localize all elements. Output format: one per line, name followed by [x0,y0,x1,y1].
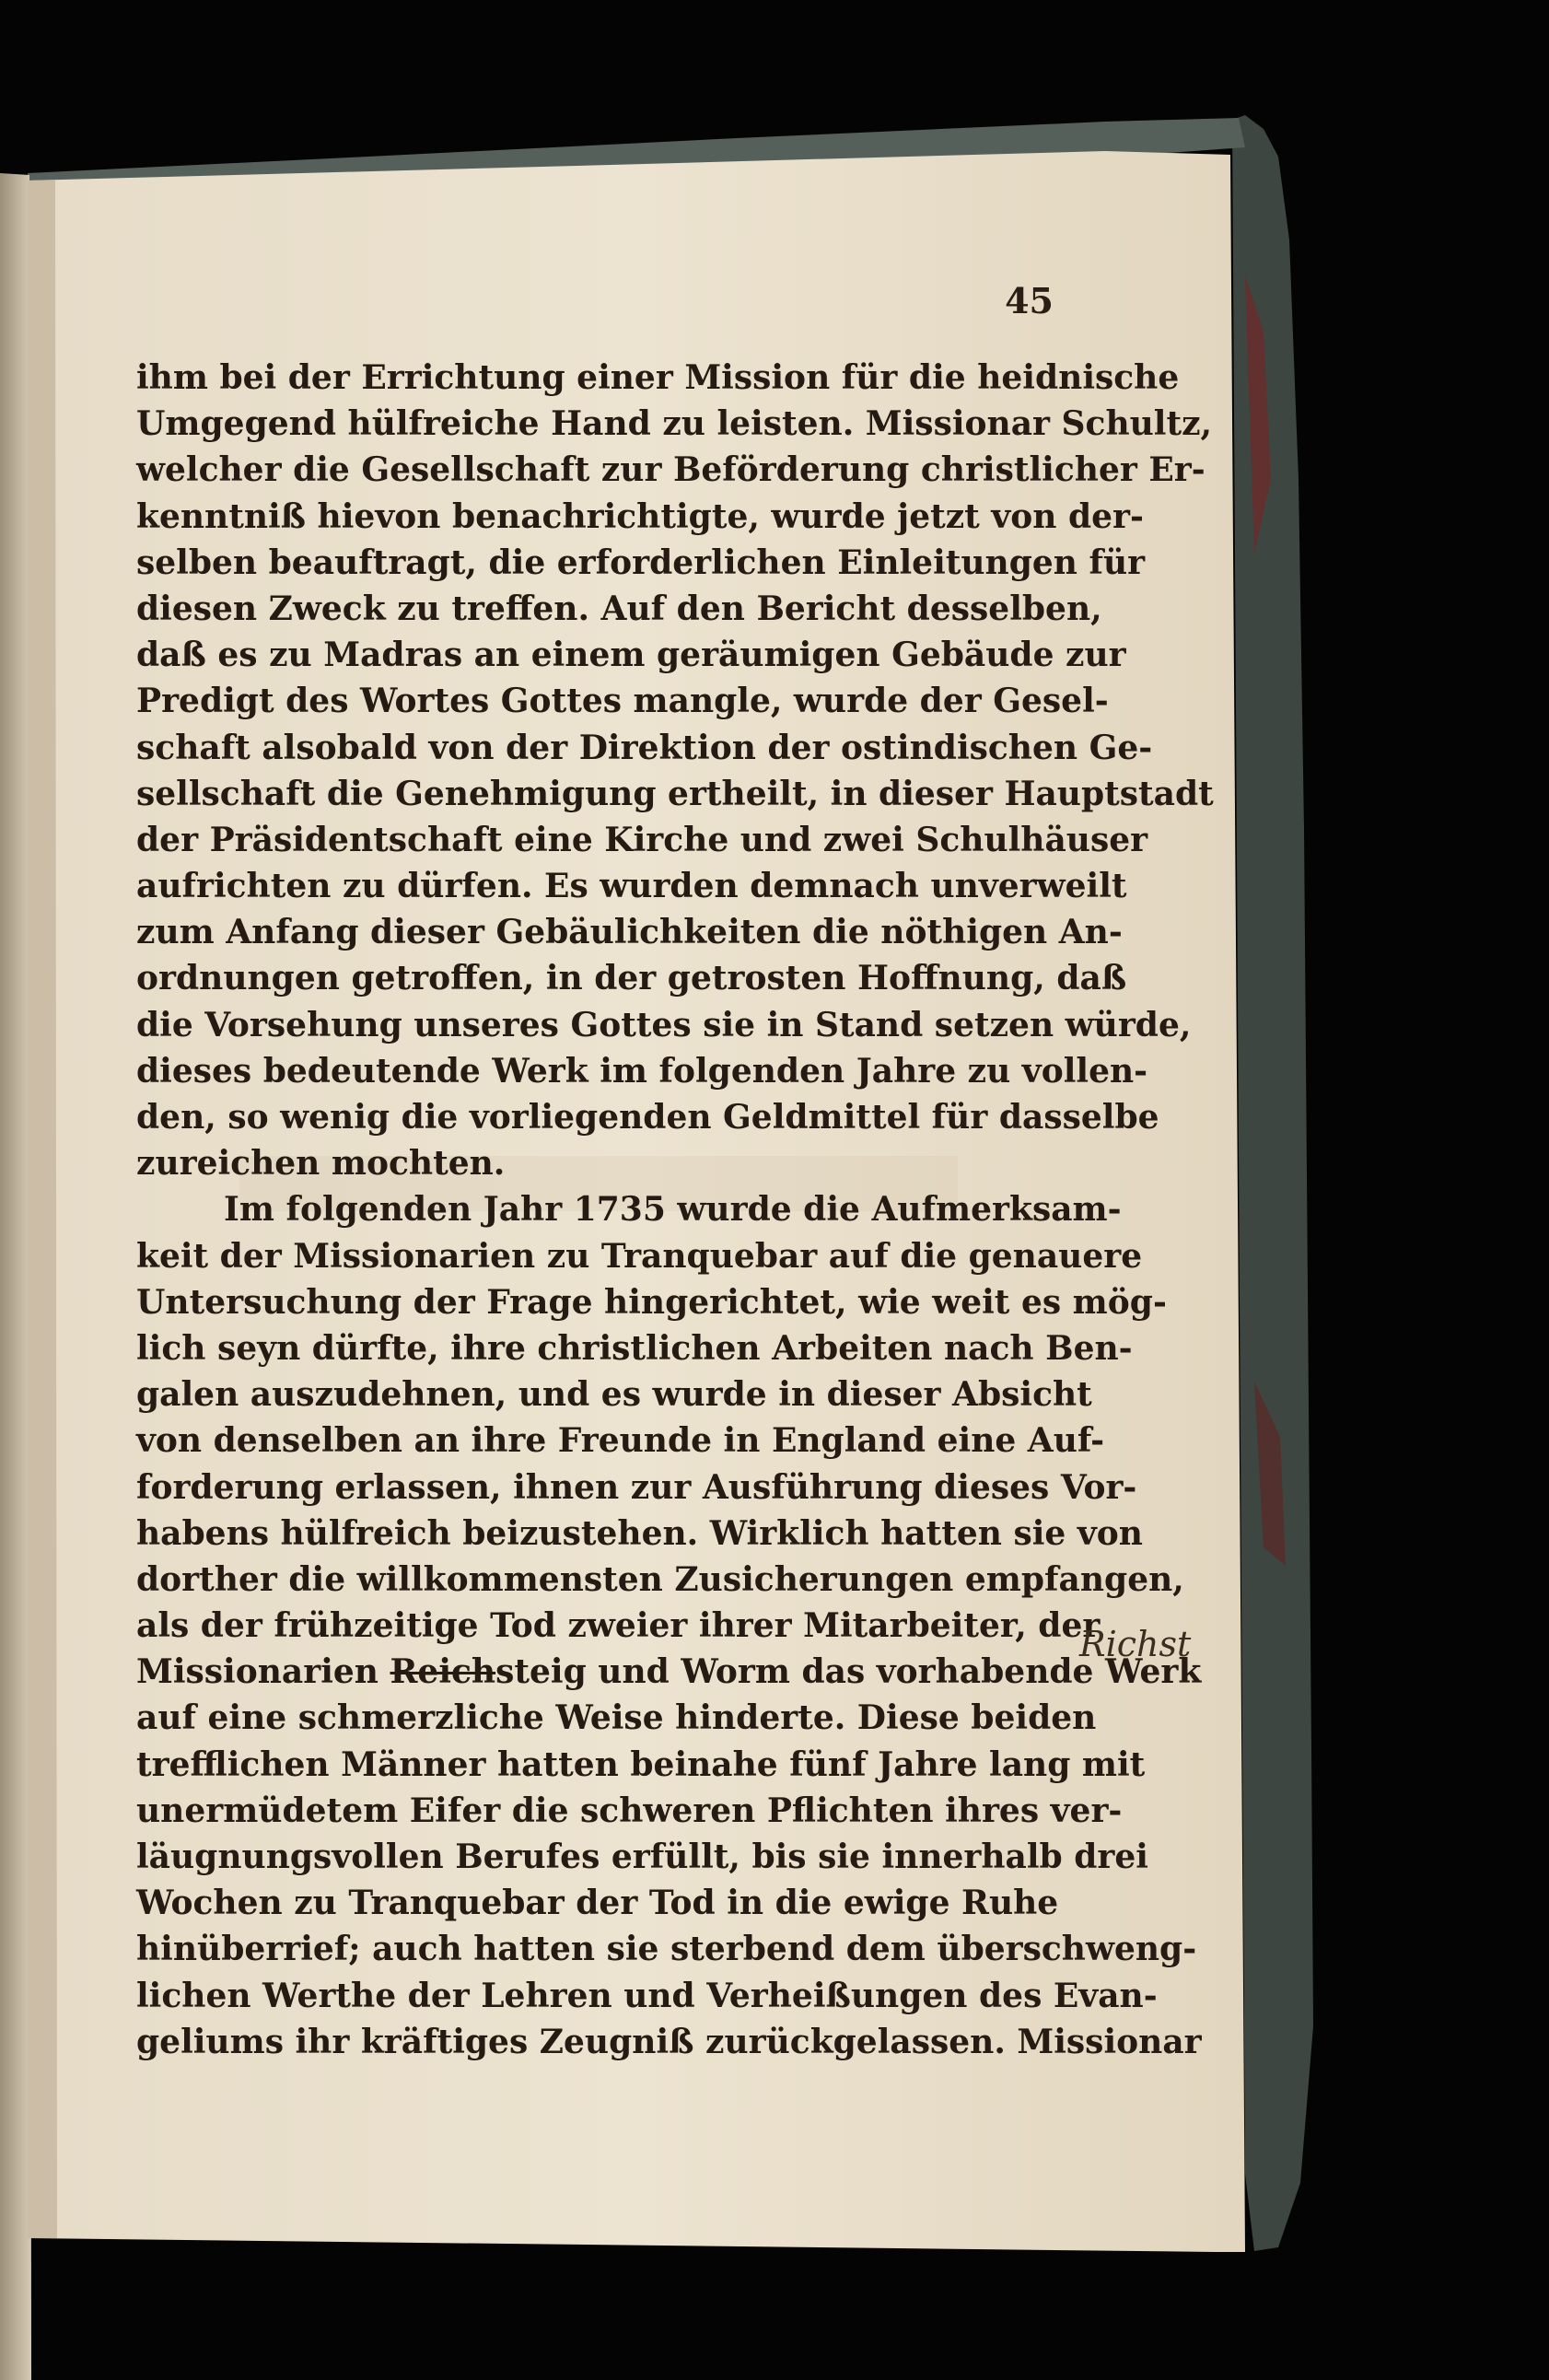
text-line: dorther die willkommensten Zusicherungen empfangen, [136,1559,1184,1599]
text-line: den, so wenig die vorliegenden Geldmittel für dasselbe [136,1098,1159,1137]
text-line: geliums ihr kräftiges Zeugniß zurückgelassen. Missionar [136,2022,1202,2061]
text-line: selben beauftragt, die erforderlichen Einleitungen für [136,542,1146,582]
margin-annotation: Richst [1079,1624,1192,1664]
text-line: Im folgenden Jahr 1735 wurde die Aufmerksam- [224,1190,1122,1230]
text-line: als der frühzeitige Tod zweier ihrer Mitarbeiter, der [136,1606,1101,1646]
page-number: 45 [1005,280,1054,321]
text-line: forderung erlassen, ihnen zur Ausführung dieses Vor- [136,1467,1137,1507]
text-line: Predigt des Wortes Gottes mangle, wurde der Gesel- [136,682,1109,721]
text-line: ihm bei der Errichtung einer Mission für die heidnische [136,358,1180,397]
text-line: der Präsidentschaft eine Kirche und zwei Schulhäuser [136,820,1148,859]
text-line: trefflichen Männer hatten beinahe fünf Jahre lang mit [136,1744,1146,1784]
text-line: lich seyn dürfte, ihre christlichen Arbeiten nach Ben- [136,1328,1133,1368]
text-line: habens hülfreich beizustehen. Wirklich hatten sie von [136,1513,1143,1553]
text-line: sellschaft die Genehmigung ertheilt, in dieser Hauptstadt [136,774,1214,813]
text-line: ordnungen getroffen, in der getrosten Hoffnung, daß [136,959,1127,998]
text-line: kenntniß hievon benachrichtigte, wurde jetzt von der- [136,496,1144,536]
text-line: läugnungsvollen Berufes erfüllt, bis sie innerhalb drei [136,1838,1148,1876]
text-line: lichen Werthe der Lehren und Verheißungen des Evan- [136,1976,1158,2015]
text-line: die Vorsehung unseres Gottes sie in Stand setzen würde, [136,1005,1192,1044]
text-line: welcher die Gesellschaft zur Beförderung christlicher Er- [136,450,1205,490]
left-page-edge [0,173,31,2380]
text-line: galen auszudehnen, und es wurde in dieser Absicht [136,1375,1092,1415]
text-line: Untersuchung der Frage hingerichtet, wie weit es mög- [136,1282,1167,1322]
text-line: zum Anfang dieser Gebäulichkeiten die nöthigen An- [136,913,1123,952]
text-segment: Missionarien [136,1652,390,1692]
text-line: keit der Missionarien zu Tranquebar auf die genauere [136,1236,1143,1276]
text-line [136,1649,1202,1695]
text-line: zureichen mochten. [136,1144,506,1184]
text-line: hinüberrief; auch hatten sie sterbend dem überschweng- [136,1930,1197,1969]
text-line: daß es zu Madras an einem geräumigen Gebäude zur [136,636,1126,675]
text-line: schaft alsobald von der Direktion der ostindischen Ge- [136,728,1153,767]
text-segment: steig und Worm das vorhabende Werk [495,1652,1202,1692]
text-line: unermüdetem Eifer die schweren Pflichten ihres ver- [136,1791,1123,1830]
text-line: von denselben an ihre Freunde in England eine Auf- [136,1421,1105,1461]
text-line: Umgegend hülfreiche Hand zu leisten. Missionar Schultz, [136,404,1213,444]
text-line: auf eine schmerzliche Weise hinderte. Diese beiden [136,1698,1097,1738]
text-line: Wochen zu Tranquebar der Tod in die ewige Ruhe [136,1884,1059,1923]
text-line: diesen Zweck zu treffen. Auf den Bericht desselben, [136,589,1102,628]
text-line: aufrichten zu dürfen. Es wurden demnach unverweilt [136,867,1127,906]
struck-text: Reich [390,1652,496,1692]
text-line: dieses bedeutende Werk im folgenden Jahre zu vollen- [136,1051,1148,1091]
